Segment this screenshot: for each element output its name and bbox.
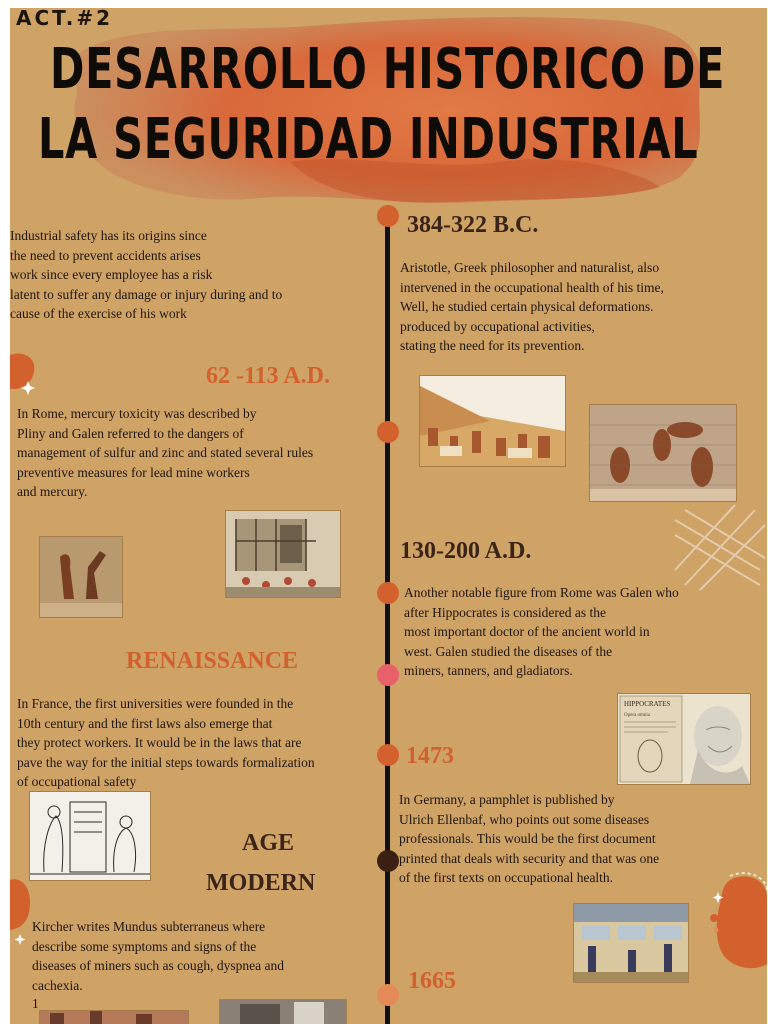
timeline-line xyxy=(385,213,390,1024)
event-line: produced by occupational activities, xyxy=(400,318,595,334)
sparkle-icon xyxy=(15,934,26,945)
workers-illustration xyxy=(420,376,565,466)
event-line: pave the way for the initial steps towards formalization xyxy=(17,754,315,770)
event-date: 1473 xyxy=(406,743,454,769)
event-description xyxy=(399,790,699,888)
event-line: of occupational safety xyxy=(17,774,137,789)
decorative-blob xyxy=(10,351,50,395)
timeline-dot xyxy=(377,421,399,443)
event-line: 10th century and the first laws also emerge that xyxy=(17,715,273,731)
event-line: In France, the first universities were founded in the xyxy=(17,696,294,711)
event-line: describe some symptoms and signs of the xyxy=(32,938,257,954)
crosshatch-decoration xyxy=(665,500,767,592)
event-line: diseases of miners such as cough, dyspnea and xyxy=(32,958,284,973)
intro-line: latent to suffer any damage or injury during and to xyxy=(10,286,283,302)
event-date: 384-322 B.C. xyxy=(407,212,539,238)
event-description xyxy=(17,694,343,792)
timeline-dot xyxy=(377,850,399,872)
event-line: after Hippocrates is considered as the xyxy=(404,604,607,620)
event-line: and mercury. xyxy=(17,484,88,499)
event-line: Aristotle, Greek philosopher and naturalist, also xyxy=(400,260,660,275)
timeline-dot xyxy=(377,205,399,227)
event-line: cachexia. xyxy=(32,977,83,993)
intro-line: work since every employee has a risk xyxy=(10,267,213,282)
manuscript-heading: HIPPOCRATES xyxy=(624,700,671,708)
event-date: 62 -113 A.D. xyxy=(206,363,331,389)
event-line: professionals. This would be the first document xyxy=(399,831,656,846)
construction-illustration xyxy=(226,511,340,597)
intro-line: cause of the exercise of his work xyxy=(10,306,187,321)
event-line: Ulrich Ellenbaf, who points out some diseases xyxy=(399,811,650,827)
roman-mosaic xyxy=(590,405,736,501)
bottom-photo xyxy=(220,1000,346,1024)
event-line: management of sulfur and zinc and stated several rules xyxy=(17,445,314,460)
event-line: Pliny and Galen referred to the dangers of xyxy=(17,425,244,441)
event-line: stating the need for its prevention. xyxy=(400,338,585,353)
intro-line: Industrial safety has its origins since xyxy=(10,228,207,243)
poster xyxy=(10,8,767,1024)
medieval-scene-illustration xyxy=(574,904,688,982)
manuscript-subtitle: Opera omnia xyxy=(624,713,650,718)
event-line: Well, he studied certain physical deformations. xyxy=(400,299,654,314)
event-line: west. Galen studied the diseases of the xyxy=(404,643,613,659)
intro-paragraph xyxy=(10,226,366,324)
mosaic-worker xyxy=(40,537,122,617)
timeline-dot xyxy=(377,582,399,604)
event-line: In Germany, a pamphlet is published by xyxy=(399,792,615,807)
page-title-line-1: DESARROLLO HISTORICO DE xyxy=(50,37,726,102)
event-line: preventive measures for lead mine workers xyxy=(17,464,250,480)
event-description xyxy=(404,583,746,681)
event-date: 130-200 A.D. xyxy=(400,538,532,564)
event-date-line-1: AGE xyxy=(242,830,295,856)
event-date-line-2: MODERN xyxy=(206,870,316,896)
footnote-marker: 1 xyxy=(32,996,39,1011)
event-line: intervened in the occupational health of his time, xyxy=(400,279,664,295)
event-line: printed that deals with security and that was one xyxy=(399,850,660,866)
decorative-blob xyxy=(704,868,767,978)
engraving-illustration xyxy=(30,792,150,880)
page-title-line-2: LA SEGURIDAD INDUSTRIAL xyxy=(38,107,699,172)
event-description xyxy=(32,917,350,995)
event-line: Kircher writes Mundus subterraneus where xyxy=(32,919,266,934)
event-line: Another notable figure from Rome was Galen who xyxy=(404,585,679,600)
timeline-dot xyxy=(377,664,399,686)
event-date: 1665 xyxy=(408,968,456,994)
event-description xyxy=(400,258,740,356)
event-description xyxy=(17,404,357,502)
bottom-illustration xyxy=(40,1011,188,1024)
event-line: of the first texts on occupational health. xyxy=(399,870,614,885)
act-label: ACT.#2 xyxy=(16,8,114,30)
event-line: most important doctor of the ancient world in xyxy=(404,624,650,639)
event-date: RENAISSANCE xyxy=(126,648,299,674)
event-line: miners, tanners, and gladiators. xyxy=(404,663,573,678)
event-line: they protect workers. It would be in the laws that are xyxy=(17,735,302,750)
event-line: In Rome, mercury toxicity was described by xyxy=(17,406,257,421)
hippocrates-illustration xyxy=(618,694,750,784)
intro-line: the need to prevent accidents arises xyxy=(10,247,201,263)
timeline-dot xyxy=(377,744,399,766)
timeline-dot xyxy=(377,984,399,1006)
